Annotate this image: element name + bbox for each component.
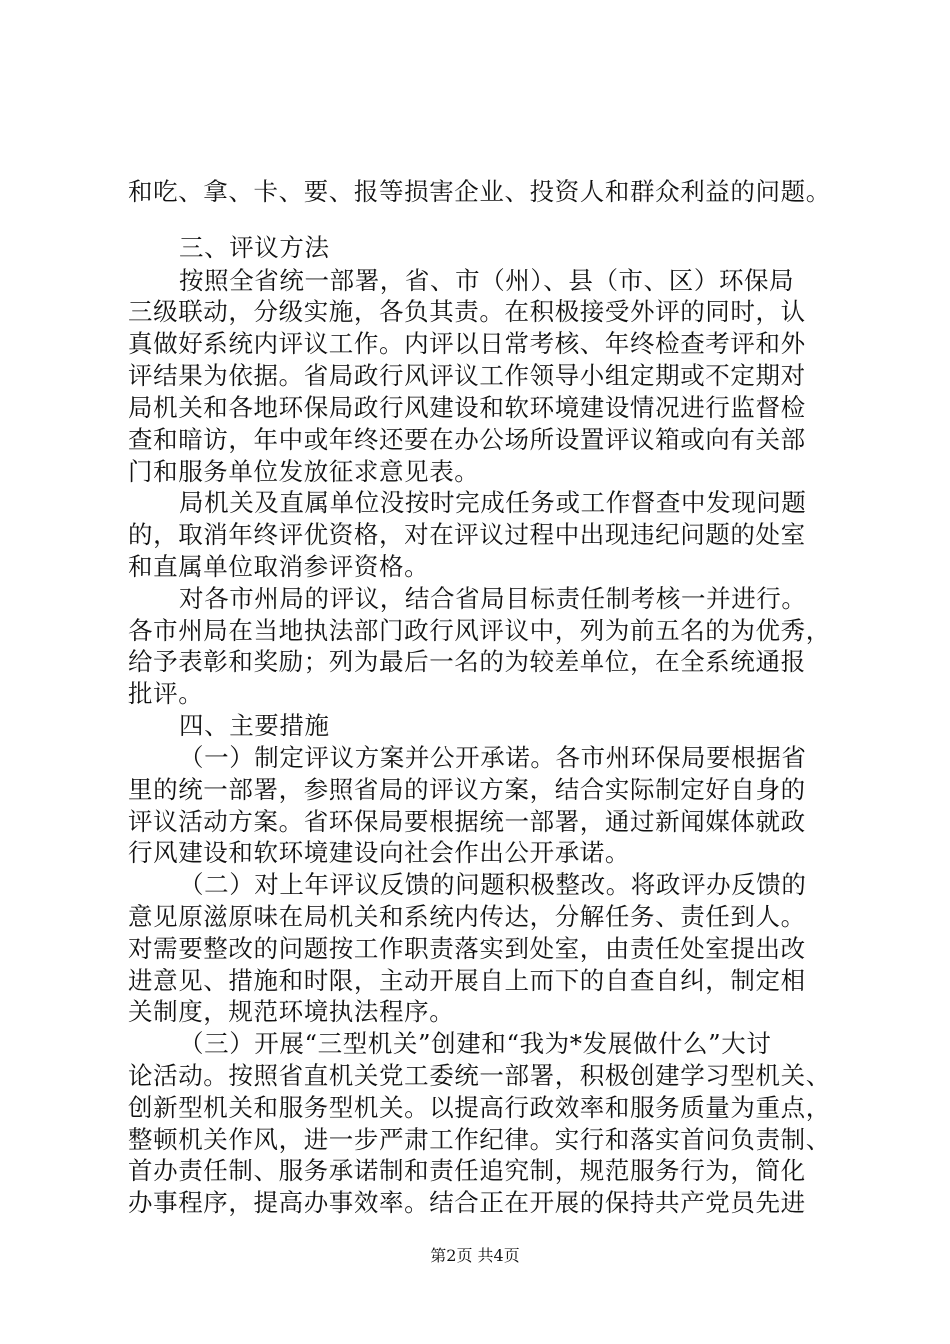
- text-line-11: 的，取消年终评优资格，对在评议过程中出现违纪问题的处室: [128, 520, 806, 549]
- text-line-22: （二）对上年评议反馈的问题积极整改。将政评办反馈的: [179, 870, 807, 899]
- text-line-30: 整顿机关作风，进一步严肃工作纪律。实行和落实首问负责制、: [128, 1125, 831, 1154]
- text-line-25: 进意见、措施和时限，主动开展自上而下的自查自纠，制定相: [128, 966, 806, 995]
- page-number-footer: 第2页 共4页: [430, 1246, 520, 1265]
- section-heading-4: 四、主要措施: [179, 711, 330, 740]
- text-line-19: 里的统一部署，参照省局的评议方案，结合实际制定好自身的: [128, 775, 806, 804]
- text-line-13: 对各市州局的评议，结合省局目标责任制考核一并进行。: [179, 584, 807, 613]
- text-line-26: 关制度，规范环境执法程序。: [128, 997, 455, 1026]
- text-line-5: 真做好系统内评议工作。内评以日常考核、年终检查考评和外: [128, 329, 806, 358]
- text-line-8: 查和暗访，年中或年终还要在办公场所设置评议箱或向有关部: [128, 425, 806, 454]
- text-line-32: 办事程序，提高办事效率。结合正在开展的保持共产党员先进: [128, 1188, 806, 1217]
- text-line-29: 创新型机关和服务型机关。以提高行政效率和服务质量为重点，: [128, 1093, 831, 1122]
- text-line-28: 论活动。按照省直机关党工委统一部署，积极创建学习型机关、: [128, 1061, 831, 1090]
- text-line-14: 各市州局在当地执法部门政行风评议中，列为前五名的为优秀，: [128, 616, 831, 645]
- text-line-7: 局机关和各地环保局政行风建设和软环境建设情况进行监督检: [128, 393, 806, 422]
- text-line-23: 意见原滋原味在局机关和系统内传达，分解任务、责任到人。: [128, 902, 806, 931]
- text-line-15: 给予表彰和奖励；列为最后一名的为较差单位，在全系统通报: [128, 647, 806, 676]
- text-line-6: 评结果为依据。省局政行风评议工作领导小组定期或不定期对: [128, 361, 806, 390]
- text-line-21: 行风建设和软环境建设向社会作出公开承诺。: [128, 838, 630, 867]
- section-heading-3: 三、评议方法: [179, 233, 330, 262]
- text-line-12: 和直属单位取消参评资格。: [128, 552, 430, 581]
- text-line-18: （一）制定评议方案并公开承诺。各市州环保局要根据省: [179, 743, 807, 772]
- text-line-16: 批评。: [128, 679, 204, 708]
- text-line-1: 和吃、拿、卡、要、报等损害企业、投资人和群众利益的问题。: [128, 177, 831, 206]
- text-line-31: 首办责任制、服务承诺制和责任追究制，规范服务行为，简化: [128, 1156, 806, 1185]
- text-line-10: 局机关及直属单位没按时完成任务或工作督查中发现问题: [179, 488, 807, 517]
- text-line-24: 对需要整改的问题按工作职责落实到处室，由责任处室提出改: [128, 934, 806, 963]
- text-line-20: 评议活动方案。省环保局要根据统一部署，通过新闻媒体就政: [128, 807, 806, 836]
- text-line-9: 门和服务单位发放征求意见表。: [128, 457, 480, 486]
- text-line-27: （三）开展“三型机关”创建和“我为*发展做什么”大讨: [179, 1029, 772, 1058]
- text-line-4: 三级联动，分级实施，各负其责。在积极接受外评的同时，认: [128, 297, 806, 326]
- text-line-3: 按照全省统一部署，省、市（州）、县（市、区）环保局: [179, 266, 795, 295]
